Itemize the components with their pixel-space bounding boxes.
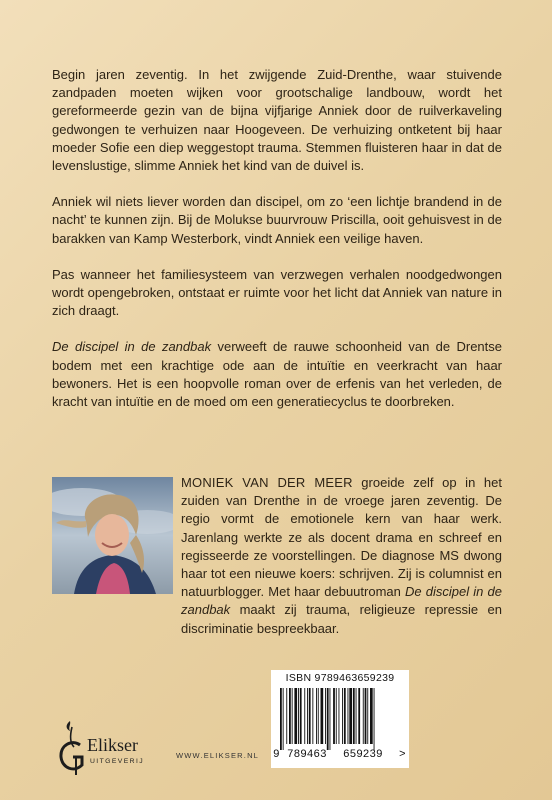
barcode-bar xyxy=(333,688,335,744)
publisher-website: WWW.ELIKSER.NL xyxy=(176,751,260,760)
barcode-bar xyxy=(292,688,293,744)
barcode-bar xyxy=(344,688,346,744)
barcode-bar xyxy=(330,688,331,750)
barcode-bar xyxy=(318,688,319,744)
barcode-bar xyxy=(358,688,360,744)
blurb-paragraph-4 xyxy=(52,338,502,411)
barcode-digits-left: 789463 xyxy=(287,749,327,761)
publisher-name: Elikser xyxy=(87,735,138,755)
isbn-label: ISBN 9789463659239 xyxy=(285,672,395,684)
author-name: MONIEK VAN DER MEER xyxy=(181,475,353,490)
barcode-digits-right: 659239 xyxy=(343,749,383,761)
barcode-bar xyxy=(374,688,375,750)
barcode-bar xyxy=(353,688,355,744)
barcode-bar xyxy=(289,688,291,744)
barcode-quiet-zone-marker: > xyxy=(399,749,406,761)
barcode-bar xyxy=(325,688,326,744)
book-title: De discipel in de zandbak xyxy=(52,339,212,355)
barcode-bar xyxy=(298,688,299,744)
barcode-bar xyxy=(321,688,324,744)
barcode-bar xyxy=(348,688,349,744)
barcode-bar xyxy=(300,688,302,744)
author-bio-text-1: groeide zelf op in het zuiden van Drenthe in de vroege jaren zeventig. De regio vormt de emotionele kern van haar werk. Jarenlang werkte ze als docent drama en schreef en regisseerde ze voorstellingen. De diagnose MS dwong haar tot een nieuwe koers: schrijven. Zij is columnist en natuurblogger. Met haar debuutroman xyxy=(181,475,502,600)
author-book-title: De discipel in de zandbak xyxy=(181,584,503,618)
barcode-bar xyxy=(349,688,352,744)
barcode-bar xyxy=(316,688,317,744)
barcode-bar xyxy=(286,688,287,744)
blurb-paragraph-2: Anniek wil niets liever worden dan discipel, om zo ‘een lichtje brandend in de nacht’ te kunnen zijn. Bij de Molukse buurvrouw Priscilla, ooit gehuisvest in de barakken van Kamp Westerbork, vindt Anniek een veilige haven. xyxy=(52,194,502,246)
barcode-bar xyxy=(283,688,284,750)
publisher-subtitle: UITGEVERIJ xyxy=(90,758,145,765)
barcode-bar xyxy=(294,688,297,744)
author-bio-text-2: maakt zij trauma, religieuze repressie en discriminatie bespreekbaar. xyxy=(181,602,502,636)
author-portrait-image xyxy=(52,477,173,594)
barcode-bar xyxy=(370,688,373,744)
barcode-bar xyxy=(304,688,305,744)
barcode-bar xyxy=(339,688,340,744)
barcode-bar xyxy=(367,688,368,744)
barcode-bar xyxy=(356,688,357,744)
barcode-digit-first: 9 xyxy=(273,749,280,761)
blurb-paragraph-3: Pas wanneer het familiesysteem van verzwegen verhalen noodgedwongen wordt opengebroken, ontstaat er ruimte voor het licht dat Anniek van nature in zich draagt. xyxy=(52,266,502,319)
author-bio xyxy=(181,474,502,638)
barcode-bar xyxy=(363,688,364,744)
barcode-digits xyxy=(271,749,409,765)
barcode-bar xyxy=(309,688,311,744)
barcode-bar xyxy=(327,688,329,750)
barcode-bar xyxy=(365,688,367,744)
blurb-paragraph-1: Begin jaren zeventig. In het zwijgende Zuid-Drenthe, waar stuivende zandpaden moeten wijken voor grootschalige landbouw, wordt het gereformeerde gezin van de bijna vijfjarige Anniek door de ruilverkaveling gedwongen te verhuizen naar Hoogeveen. De verhuizing ontketent bij haar moeder Sofie een diep weggestopt trauma. Stemmen fluisteren haar in dat de levenslustige, slimme Anniek het kind van de duivel is. xyxy=(52,67,502,174)
barcode-bar xyxy=(312,688,313,744)
barcode-bars xyxy=(277,688,403,750)
publisher-logo xyxy=(56,717,166,777)
barcode-bar xyxy=(336,688,337,744)
isbn-barcode xyxy=(271,670,409,768)
back-cover-blurb xyxy=(52,66,502,411)
barcode-bar xyxy=(280,688,282,750)
publisher-emblem-icon xyxy=(56,717,88,777)
blurb-paragraph-4-text: verweeft de rauwe schoonheid van de Drentse bodem met een krachtige ode aan de intuïtie en veerkracht van haar bewoners. Het is een hoopvolle roman over de erfenis van het verleden, de kracht van intuïtie en de moed om een generatiecyclus te doorbreken. xyxy=(52,339,502,410)
barcode-bar xyxy=(342,688,343,744)
author-photo xyxy=(52,477,173,594)
barcode-bar xyxy=(307,688,308,744)
